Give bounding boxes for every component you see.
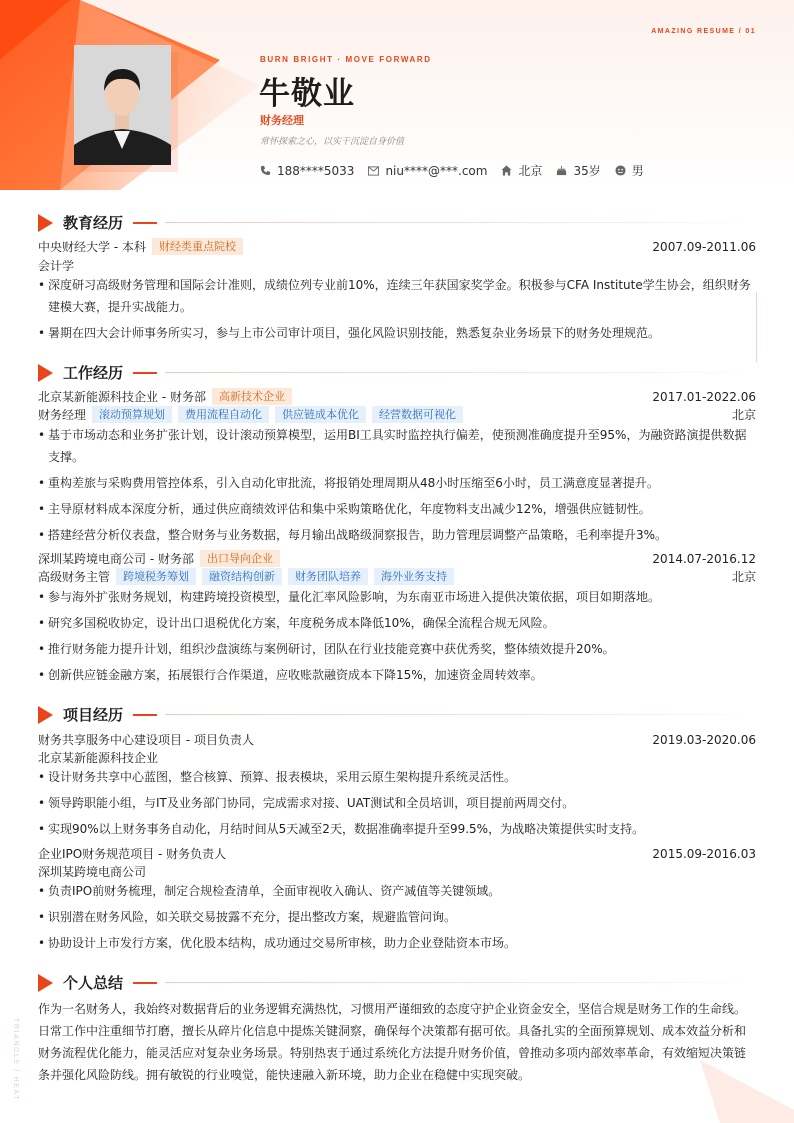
contact-gender (615, 162, 644, 179)
city-text: 北京 (518, 164, 543, 178)
brand-label: AMAZING RESUME / 01 (651, 28, 756, 35)
education-major: 会计学 (38, 259, 75, 273)
home-icon (501, 165, 512, 176)
list-item: • 创新供应链金融方案，拓展银行合作渠道，应收账款融资成本下降15%，加速资金周转效率。 (38, 664, 756, 686)
education-header (38, 238, 756, 255)
project-2-header: 企业IPO财务规范项目 - 财务负责人 2015.09-2016.03 (38, 846, 756, 861)
list-item: • 重构差旅与采购费用管控体系，引入自动化审批流，将报销处理周期从48小时压缩至6小时，员工满意度显著提升。 (38, 472, 756, 494)
list-item: • 协助设计上市发行方案，优化股本结构，成功通过交易所审核，助力企业登陆资本市场。 (38, 932, 756, 954)
mail-icon (368, 166, 379, 176)
list-item: • 负责IPO前财务梳理，制定合规检查清单，全面审视收入确认、资产减值等关键领域。 (38, 880, 756, 902)
corner-decoration (690, 1060, 794, 1123)
summary-paragraph: 作为一名财务人，我始终对数据背后的业务逻辑充满热忱，习惯用严谨细致的态度守护企业资金安全，坚信合规是财务工作的生命线。 日常工作中注重细节打磨，擅长从碎片化信息中提炼关键洞察，确保每个决策都有据可依。具备扎实的全面预算规划、成本效益分析和 财务流程优化能力，能灵活应对复杂业务场景。特别热衷于通过系统化方法提升财务价值，曾推动多项内部效率革命，有效缩短决策链 条并强化风险防线。拥有敏锐的行业嗅觉，能快速融入新环境，助力企业在稳健中实现突破。 (38, 1002, 747, 1082)
list-item: • 研究多国税收协定，设计出口退税优化方案，年度税务成本降低10%，确保全流程合规无风险。 (38, 612, 756, 634)
motto: 常怀探索之心，以实干沉淀自身价值 (260, 137, 405, 147)
triangle-mark-icon (38, 214, 53, 232)
skill-tag: 财务团队培养 (288, 568, 368, 585)
triangle-mark-icon (38, 974, 53, 992)
triangle-mark-icon (38, 706, 53, 724)
email-text: niu****@***.com (385, 163, 488, 178)
list-item: • 推行财务能力提升计划，组织沙盘演练与案例研讨，团队在行业技能竞赛中获优秀奖，整体绩效提升20%。 (38, 638, 756, 660)
skill-tag: 经营数据可视化 (372, 406, 463, 423)
work-1-title-row: 财务经理 滚动预算规划 费用流程自动化 供应链成本优化 经营数据可视化 北京 (38, 408, 756, 422)
contact-age (556, 162, 600, 179)
work-2-title-row: 高级财务主管 跨境税务筹划 融资结构创新 财务团队培养 海外业务支持 北京 (38, 570, 756, 584)
section-summary-title: 个人总结 (38, 972, 756, 993)
skill-tag: 海外业务支持 (374, 568, 454, 585)
gender-icon (615, 165, 626, 176)
skill-tag: 供应链成本优化 (275, 406, 366, 423)
phone-text: 188****5033 (277, 163, 355, 178)
work-2-header: 深圳某跨境电商公司 - 财务部 出口导向企业 2014.07-2016.12 (38, 551, 756, 566)
profile-photo (74, 45, 171, 165)
contact-phone (260, 164, 354, 178)
triangle-mark-icon (38, 364, 53, 382)
project-1-header: 财务共享服务中心建设项目 - 项目负责人 2019.03-2020.06 (38, 732, 756, 747)
list-item: • 主导原材料成本深度分析，通过供应商绩效评估和集中采购策略优化，年度物料支出减少12%，增强供应链韧性。 (38, 498, 756, 520)
age-text: 35岁 (573, 164, 601, 178)
list-item: • 领导跨职能小组，与IT及业务部门协同，完成需求对接、UAT测试和全员培训，项目提前两周交付。 (38, 792, 756, 814)
project-1-org: 北京某新能源科技企业 (38, 751, 159, 765)
contact-email (368, 164, 487, 178)
section-work-title: 工作经历 (38, 362, 756, 383)
list-item: • 识别潜在财务风险，如关联交易披露不充分，提出整改方案，规避监管问询。 (38, 906, 756, 928)
skill-tag: 融资结构创新 (202, 568, 282, 585)
gender-text: 男 (631, 164, 644, 178)
cake-icon (556, 165, 567, 176)
list-item: • 实现90%以上财务事务自动化，月结时间从5天减至2天，数据准确率提升至99.5%，为战略决策提供实时支持。 (38, 818, 756, 840)
side-label: TRIANGLE / HEAT (12, 1018, 19, 1101)
list-item: • 深度研习高级财务管理和国际会计准则，成绩位列专业前10%，连续三年获国家奖学金。积极参与CFA Institute学生协会，组织财务建模大赛，提升实战能力。 (38, 274, 756, 318)
skill-tag: 跨境税务筹划 (116, 568, 196, 585)
skill-tag: 滚动预算规划 (92, 406, 172, 423)
skill-tag: 费用流程自动化 (178, 406, 269, 423)
phone-icon (260, 165, 271, 176)
list-item: • 暑期在四大会计师事务所实习，参与上市公司审计项目，强化风险识别技能，熟悉复杂业务场景下的财务处理规范。 (38, 322, 756, 344)
school-tag: 财经类重点院校 (152, 238, 243, 255)
school-name: 中央财经大学 - 本科 (38, 240, 146, 254)
project-2-org: 深圳某跨境电商公司 (38, 865, 147, 879)
list-item: • 基于市场动态和业务扩张计划，设计滚动预算模型，运用BI工具实时监控执行偏差，使预测准确度提升至95%，为融资路演提供数据支撑。 (38, 424, 756, 468)
contact-city (501, 162, 542, 179)
section-project-title: 项目经历 (38, 704, 756, 725)
slogan: BURN BRIGHT · MOVE FORWARD (260, 55, 432, 64)
work-1-header: 北京某新能源科技企业 - 财务部 高新技术企业 2017.01-2022.06 (38, 389, 756, 404)
education-date: 2007.09-2011.06 (652, 239, 756, 254)
job-role: 财务经理 (260, 114, 304, 127)
list-item: • 设计财务共享中心蓝图，整合核算、预算、报表模块，采用云原生架构提升系统灵活性。 (38, 766, 756, 788)
contact-bar (260, 162, 658, 179)
candidate-name: 牛敬业 (259, 76, 355, 112)
list-item: • 参与海外扩张财务规划，构建跨境投资模型，量化汇率风险影响，为东南亚市场进入提供决策依据，项目如期落地。 (38, 586, 756, 608)
divider (756, 292, 757, 362)
list-item: • 搭建经营分析仪表盘，整合财务与业务数据，每月输出战略级洞察报告，助力管理层调整产品策略，毛利率提升3%。 (38, 524, 756, 546)
section-education-title: 教育经历 (38, 212, 756, 233)
